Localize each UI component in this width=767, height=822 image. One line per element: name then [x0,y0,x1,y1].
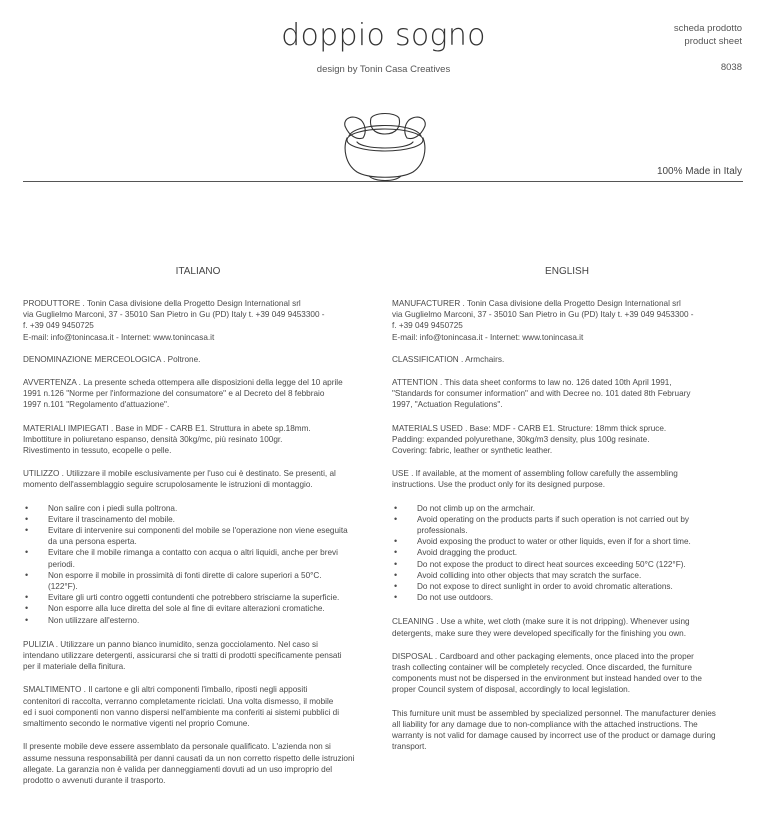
list-item: • Non esporre alla luce diretta del sole al fine di evitare alterazioni cromatiche. [23,603,378,614]
materials-text: MATERIALI IMPIEGATI . Base in MDF - CARB E1. Struttura in abete sp.18mm. Imbottiture in poliuretano espanso, densità 30kg/mc, più resinato 100gr. Rivestimento in tessuto, ecopelle o pelle. [23,423,311,456]
materials-text: MATERIALS USED . Base: MDF - CARB E1. Structure: 18mm thick spruce. Padding: expanded polyurethane, 30kg/m3 density, plus 100g resinate. Covering: fabric, leather or synthetic leather. [392,423,667,456]
list-item: • Evitare che il mobile rimanga a contatto con acqua o altri liquidi, anche per brevi periodi. [23,547,378,569]
list-item: • Avoid colliding into other objects that may scratch the surface. [392,570,747,581]
list-item: • Do not expose to direct sunlight in order to avoid chromatic alterations. [392,581,747,592]
list-item: • Avoid operating on the products parts if such operation is not carried out by professionals. [392,514,747,536]
cleaning-text: CLEANING . Use a white, wet cloth (make sure it is not dripping). Whenever using detergents, make sure they were developed specifically for the finishing you own. [392,617,690,638]
manufacturer-info: MANUFACTURER . Tonin Casa divisione della Progetto Design International srl via Guglielmo Marconi, 37 - 35010 San Pietro in Gu (PD) Italy t. +39 049 9453300 - f. +39 049 9450725 E-mail: info@tonincasa.it - Internet: www.tonincasa.it [392,299,694,342]
classification-text: DENOMINAZIONE MERCEOLOGICA . Poltrone. [23,354,201,364]
sheet-label-english: product sheet [684,36,742,47]
producer-info: PRODUTTORE . Tonin Casa divisione della Progetto Design International srl via Guglielmo Marconi, 37 - 35010 San Pietro in Gu (PD) Italy t. +39 049 9453300 - f. +39 049 9450725 E-mail: info@tonincasa.it - Internet: www.tonincasa.it [23,299,325,342]
list-item: • Evitare gli urti contro oggetti contundenti che potrebbero strisciarne la superficie. [23,592,378,603]
italian-column [23,266,378,798]
list-item: • Avoid exposing the product to water or other liquids, even if for a short time. [392,536,747,547]
sheet-label-italian: scheda prodotto [673,23,742,34]
english-column [392,266,747,765]
usage-warnings-list [23,503,378,626]
list-item: • Do not climb up on the armchair. [392,503,747,514]
usage-warnings-list [392,503,747,604]
assembly-text: This furniture unit must be assembled by specialized personnel. The manufacturer denies all liability for any damage due to non-compliance with the attached instructions. The warranty is not valid for damage caused by incorrect use of the product or damage during transport. [392,708,716,752]
warning-text: AVVERTENZA . La presente scheda ottempera alle disposizioni della legge del 10 aprile 1991 n.126 "Norme per l'informazione del consumatore" e al Decreto del 8 febbraio 1997 n.101 "Regolamento d'attuazione". [23,378,343,410]
list-item: • Non utilizzare all'esterno. [23,615,378,626]
product-code: 8038 [720,62,742,73]
designer-subtitle: design by Tonin Casa Creatives [316,64,451,75]
armchair-drawing [335,104,435,184]
cleaning-text: PULIZIA . Utilizzare un panno bianco inumidito, senza gocciolamento. Nel caso si intendano utilizzare detergenti, assicurarsi che si tratti di prodotti specificamente pensati per il materiale della finitura. [23,639,342,672]
product-title: doppio sogno [281,18,486,53]
italian-heading: ITALIANO [175,266,221,277]
header-divider [23,181,743,182]
use-text: UTILIZZO . Utilizzare il mobile esclusivamente per l'uso cui è destinato. Se presenti, al momento dell'assemblaggio seguire scrupolosamente le istruzioni di montaggio. [23,469,336,490]
english-heading: ENGLISH [545,266,589,277]
assembly-text: Il presente mobile deve essere assemblato da personale qualificato. L'azienda non si assume nessuna responsabilità per danni causati da un non corretto rispetto delle istruzioni allegate. La garanzia non è valida per danneggiamenti dovuti ad un uso improprio del prodotto o avvenuti durante il trasporto. [23,742,355,785]
list-item: • Evitare di intervenire sui componenti del mobile se l'operazione non viene eseguita da una persona esperta. [23,525,378,547]
list-item: • Non esporre il mobile in prossimità di fonti dirette di calore superiori a 50°C. (122°F). [23,570,378,592]
list-item: • Avoid dragging the product. [392,547,747,558]
list-item: • Evitare il trascinamento del mobile. [23,514,378,525]
disposal-text: DISPOSAL . Cardboard and other packaging elements, once placed into the proper trash collecting container will be completely recycled. Once discarded, the furniture components must not be dispersed in the environment but instead handed over to the proper Council system of disposal, accordingly to local legislation. [392,651,702,695]
list-item: • Non salire con i piedi sulla poltrona. [23,503,378,514]
disposal-text: SMALTIMENTO . Il cartone e gli altri componenti l'imballo, riposti negli appositi contenitori di raccolta, verranno completamente riciclati. Una volta dismesso, il mobile ed i suoi componenti non vanno dispersi nell'ambiente ma conferiti ai sistemi pubblici di smaltimento secondo le normative vigenti nel proprio Comune. [23,685,340,729]
made-in-italy-label: 100% Made in Italy [656,166,742,177]
use-text: USE . If available, at the moment of assembling follow carefully the assembling instructions. Use the product only for its designed purpose. [392,469,678,490]
list-item: • Do not expose the product to direct heat sources exceeding 50°C (122°F). [392,559,747,570]
attention-text: ATTENTION . This data sheet conforms to law no. 126 dated 10th April 1991, "Standards for consumer information" and with Decree no. 101 dated 8th February 1997, "Actuation Regulations". [392,378,691,410]
list-item: • Do not use outdoors. [392,592,747,603]
classification-text: CLASSIFICATION . Armchairs. [392,354,505,364]
